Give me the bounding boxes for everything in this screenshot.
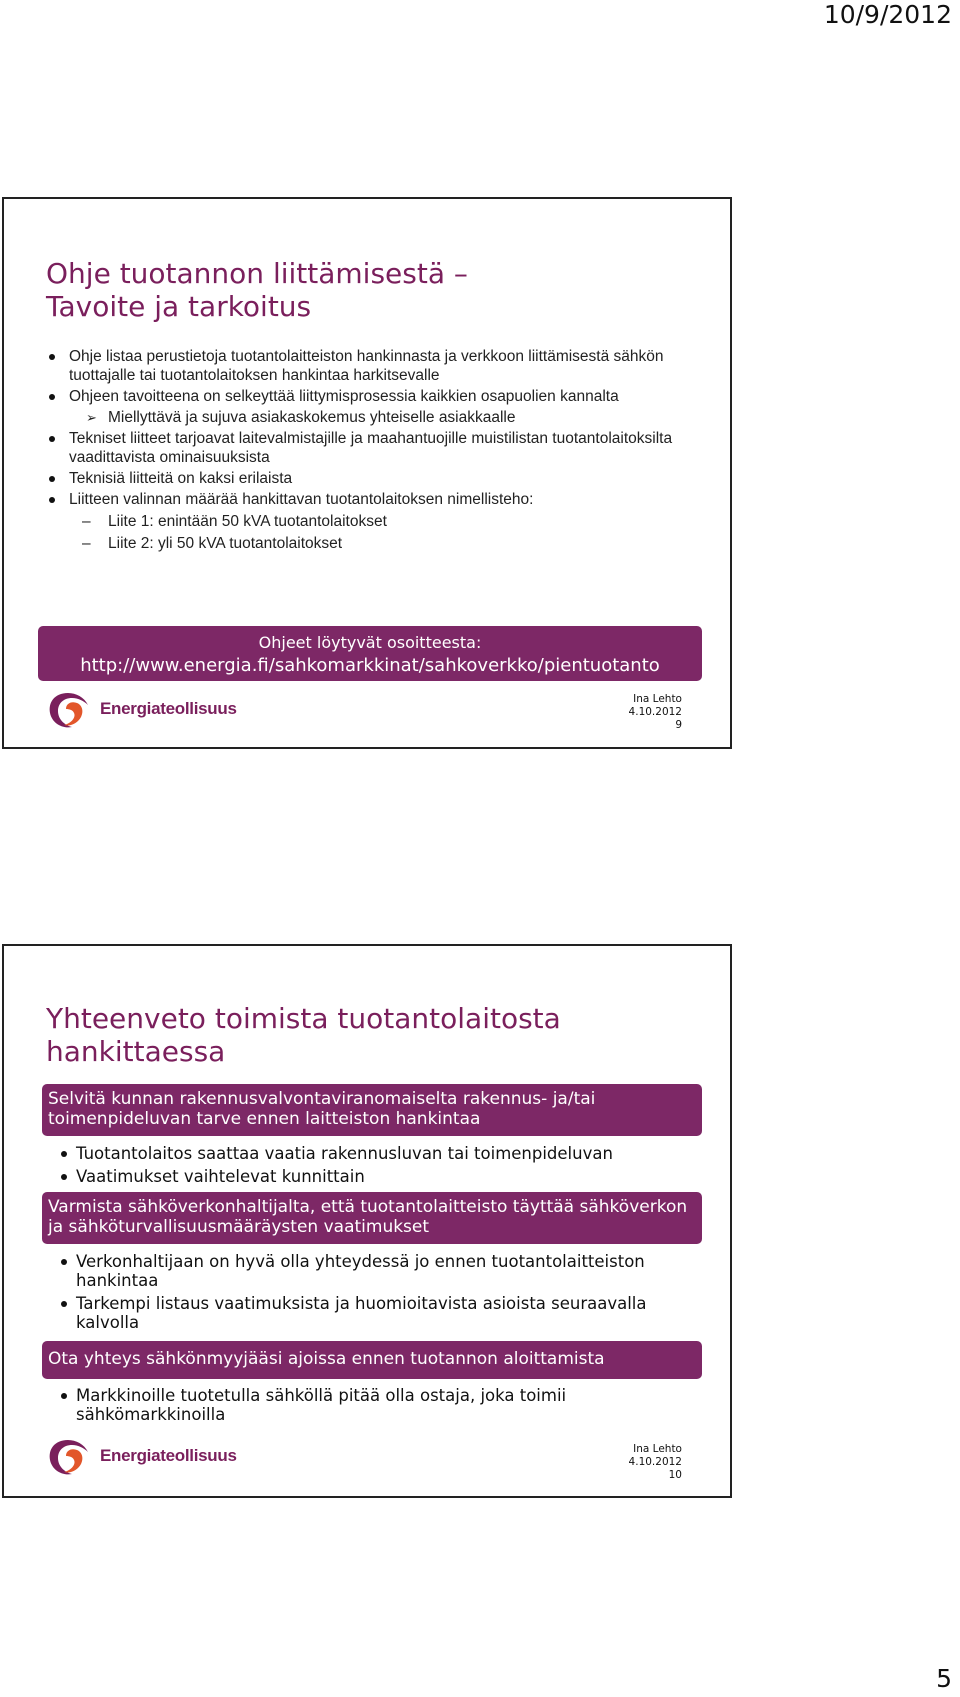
list-item: – Liite 2: yli 50 kVA tuotantolaitokset xyxy=(42,534,710,553)
footer-date: 4.10.2012 xyxy=(628,706,682,718)
list-item: ➢ Miellyttävä ja sujuva asiakaskokemus yhteiselle asiakkaalle xyxy=(42,408,710,427)
logo-text: Energiateollisuus xyxy=(100,1446,237,1465)
page-number: 5 xyxy=(936,1664,952,1693)
energiateollisuus-swirl-icon xyxy=(44,689,94,731)
slide-footer xyxy=(629,1443,682,1482)
company-logo xyxy=(44,1436,237,1478)
list-item: Tuotantolaitos saattaa vaatia rakennusluvan tai toimenpideluvan xyxy=(56,1144,710,1163)
slide-9 xyxy=(2,197,732,749)
list-item: Tarkempi listaus vaatimuksista ja huomioitavista asioista seuraavalla kalvolla xyxy=(56,1294,710,1332)
footer-author: Ina Lehto xyxy=(633,693,682,705)
bullet-list xyxy=(56,1144,710,1190)
logo-text: Energiateollisuus xyxy=(100,699,237,718)
slide-number: 9 xyxy=(675,719,682,731)
energiateollisuus-swirl-icon xyxy=(44,1436,94,1478)
list-item: Ohjeen tavoitteena on selkeyttää liittymisprosessia kaikkien osapuolien kannalta xyxy=(42,387,710,406)
slide-10 xyxy=(2,944,732,1498)
bullet-list xyxy=(56,1252,710,1336)
list-item: Verkonhaltijaan on hyvä olla yhteydessä jo ennen tuotantolaitteiston hankintaa xyxy=(56,1252,710,1290)
footer-author: Ina Lehto xyxy=(633,1443,682,1455)
list-item: Liitteen valinnan määrää hankittavan tuotantolaitoksen nimellisteho: xyxy=(42,490,710,509)
list-item: Tekniset liitteet tarjoavat laitevalmistajille ja maahantuojille muistilistan tuotantolaitoksilta vaadittavista ominaisuuksista xyxy=(42,429,710,467)
list-item: Markkinoille tuotetulla sähköllä pitää olla ostaja, joka toimii sähkömarkkinoilla xyxy=(56,1386,710,1424)
slide-number: 10 xyxy=(668,1469,682,1481)
company-logo xyxy=(44,689,237,731)
slide-title: Ohje tuotannon liittämisestä – Tavoite ja tarkoitus xyxy=(46,257,468,323)
guide-link[interactable]: http://www.energia.fi/sahkomarkkinat/sahkoverkko/pientuotanto xyxy=(80,655,660,676)
list-item: Vaatimukset vaihtelevat kunnittain xyxy=(56,1167,710,1186)
slide-title: Yhteenveto toimista tuotantolaitosta hankittaessa xyxy=(46,1002,561,1068)
page-date: 10/9/2012 xyxy=(823,0,952,29)
section-banner: Selvitä kunnan rakennusvalvontaviranomaiselta rakennus- ja/tai toimenpideluvan tarve ennen laitteiston hankintaa xyxy=(42,1084,702,1136)
bullet-list xyxy=(56,1386,710,1428)
list-item: Ohje listaa perustietoja tuotantolaitteiston hankinnasta ja verkkoon liittämisestä sähkön tuottajalle tai tuotantolaitoksen hankintaa harkitsevalle xyxy=(42,347,710,385)
link-banner: Ohjeet löytyvät osoitteesta: http://www.energia.fi/sahkomarkkinat/sahkoverkko/pientuotanto xyxy=(38,626,702,681)
bullet-list xyxy=(42,347,710,555)
section-banner: Varmista sähköverkonhaltijalta, että tuotantolaitteisto täyttää sähköverkon ja sähköturvallisuusmääräysten vaatimukset xyxy=(42,1192,702,1244)
section-banner: Ota yhteys sähkönmyyjääsi ajoissa ennen tuotannon aloittamista xyxy=(42,1341,702,1379)
slide-footer xyxy=(629,693,682,732)
list-item: – Liite 1: enintään 50 kVA tuotantolaitokset xyxy=(42,512,710,531)
footer-date: 4.10.2012 xyxy=(628,1456,682,1468)
list-item: Teknisiä liitteitä on kaksi erilaista xyxy=(42,469,710,488)
